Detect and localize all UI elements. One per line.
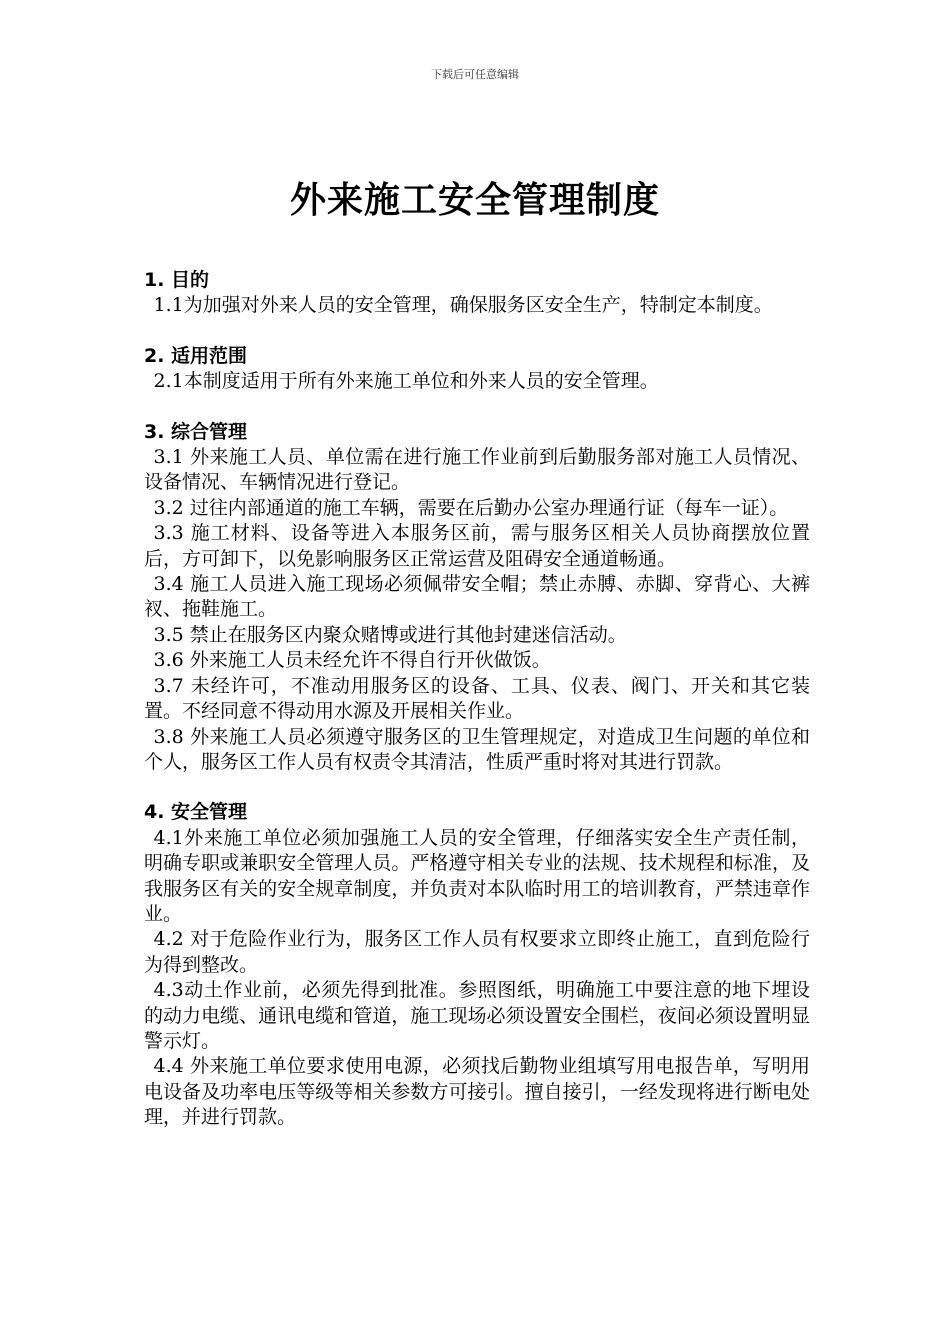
paragraph: 2.1本制度适用于所有外来施工单位和外来人员的安全管理。 xyxy=(153,370,659,393)
header-note: 下载后可任意编辑 xyxy=(431,68,519,81)
paragraph: 3.8 外来施工人员必须遵守服务区的卫生管理规定，对造成卫生问题的单位和个人，服务区工作人员有权责令其清洁，性质严重时将对其进行罚款。 xyxy=(144,725,810,773)
paragraph: 4.2 对于危险作业行为，服务区工作人员有权要求立即终止施工，直到危险行为得到整改。 xyxy=(144,928,810,976)
paragraph: 3.5 禁止在服务区内聚众赌博或进行其他封建迷信活动。 xyxy=(153,623,627,646)
paragraph: 4.3动土作业前，必须先得到批准。参照图纸，明确施工中要注意的地下埋设的动力电缆、通讯电缆和管道，施工现场必须设置安全围栏，夜间必须设置明显警示灯。 xyxy=(144,979,810,1052)
paragraph: 3.7 未经许可，不准动用服务区的设备、工具、仪表、阀门、开关和其它装置。不经同意不得动用水源及开展相关作业。 xyxy=(144,674,810,723)
paragraph: 3.3 施工材料、设备等进入本服务区前，需与服务区相关人员协商摆放位置后，方可卸下，以免影响服务区正常运营及阻碍安全通道畅通。 xyxy=(144,522,810,570)
paragraph: 4.1外来施工单位必须加强施工人员的安全管理，仔细落实安全生产责任制，明确专职或兼职安全管理人员。严格遵守相关专业的法规、技术规程和标准，及我服务区有关的安全规章制度，并负责对本队临时用工的培训教育，严禁违章作业。 xyxy=(144,826,810,925)
section-heading: 2. 适用范围 xyxy=(144,344,248,367)
document-body xyxy=(144,268,810,1156)
section-general-management xyxy=(144,420,810,776)
section-purpose xyxy=(144,268,810,319)
paragraph: 4.4 外来施工单位要求使用电源，必须找后勤物业组填写用电报告单，写明用电设备及功率电压等级等相关参数方可接引。擅自接引，一经发现将进行断电处理，并进行罚款。 xyxy=(144,1055,810,1129)
paragraph: 1.1为加强对外来人员的安全管理，确保服务区安全生产，特制定本制度。 xyxy=(153,294,773,317)
paragraph: 3.4 施工人员进入施工现场必须佩带安全帽；禁止赤膊、赤脚、穿背心、大裤衩、拖鞋施工。 xyxy=(144,573,810,621)
section-heading: 4. 安全管理 xyxy=(144,801,248,824)
section-scope xyxy=(144,344,810,395)
document-title: 外来施工安全管理制度 xyxy=(289,180,660,221)
paragraph: 3.2 过往内部通道的施工车辆，需要在后勤办公室办理通行证（每车一证）。 xyxy=(153,496,789,519)
section-heading: 3. 综合管理 xyxy=(144,420,248,443)
section-safety-management xyxy=(144,800,810,1130)
paragraph: 3.6 外来施工人员未经允许不得自行开伙做饭。 xyxy=(153,649,551,672)
paragraph: 3.1 外来施工人员、单位需在进行施工作业前到后勤服务部对施工人员情况、设备情况、车辆情况进行登记。 xyxy=(144,446,810,494)
section-heading: 1. 目的 xyxy=(144,269,210,291)
